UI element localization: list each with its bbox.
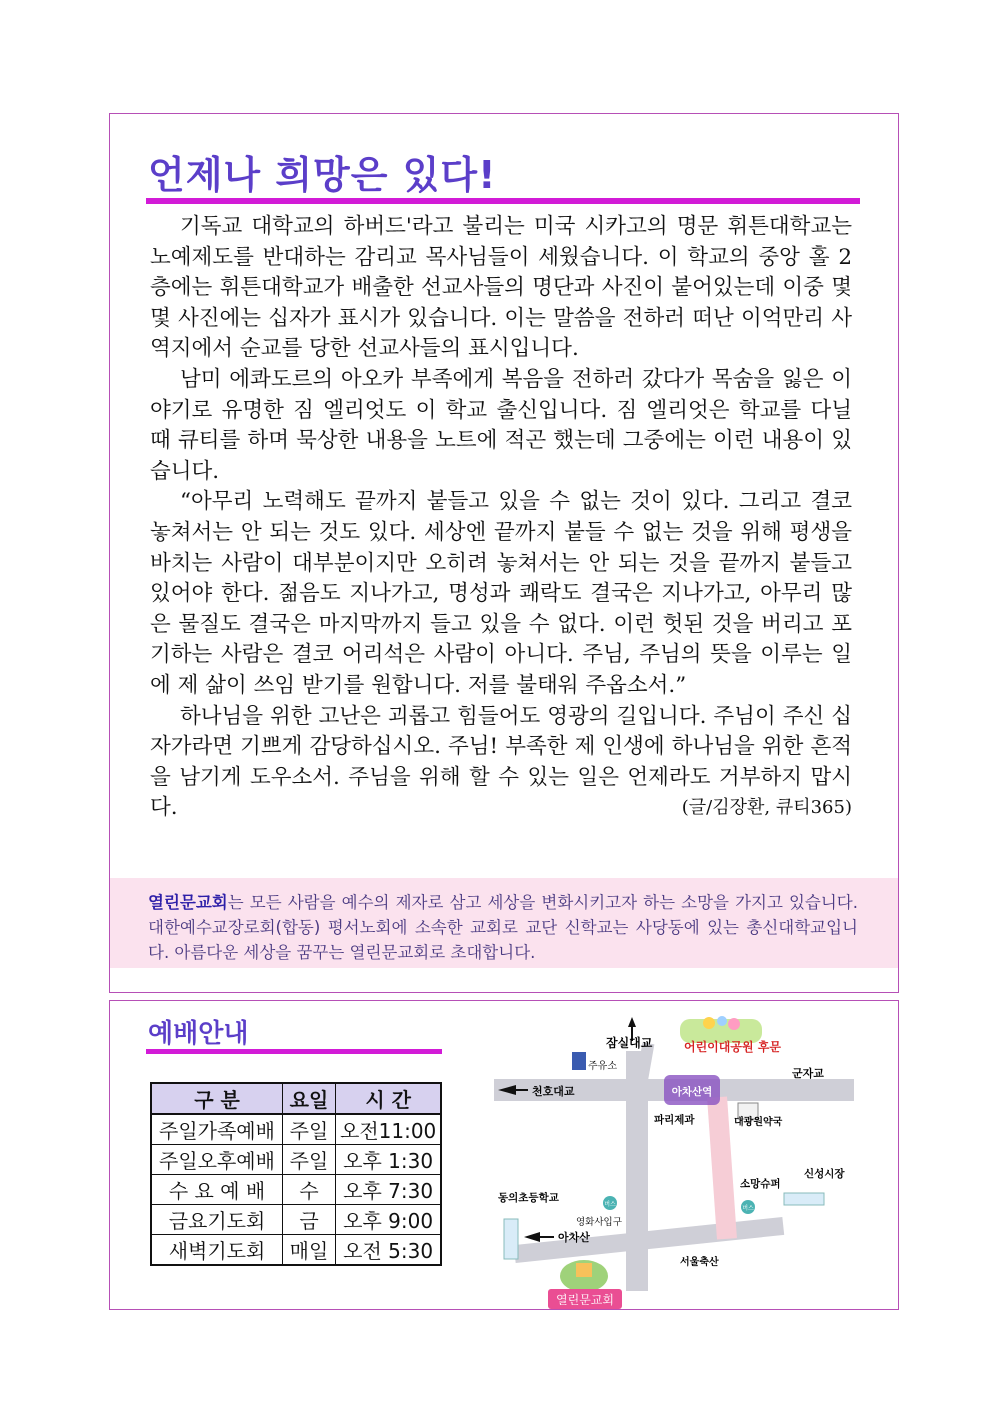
row-time: 오전11:00 (336, 1114, 442, 1145)
row-time: 오후 1:30 (336, 1145, 442, 1175)
school-icon (504, 1219, 518, 1259)
church-intro-text: 는 모든 사람을 예수의 제자로 삼고 세상을 변화시키고자 하는 소망을 가지고 있습니다. 대한예수교장로회(합동) 평서노회에 소속한 교회로 교단 신학교는 사당동에 있는 총신대학교입니다. 아름다운 세상을 꿈꾸는 열린문교회로 초대합니다. (148, 893, 858, 962)
arrow-left-icon (524, 1232, 540, 1242)
header-day: 요일 (283, 1083, 336, 1114)
table-row (151, 1205, 441, 1235)
worship-schedule-table (150, 1082, 442, 1266)
church-location-map (484, 1011, 864, 1311)
map-label-somang: 소망슈퍼 (740, 1178, 781, 1190)
map-label-gas: 주유소 (588, 1061, 617, 1072)
map-label-paris: 파리제과 (654, 1114, 695, 1126)
map-label-pharmacy: 대광원약국 (734, 1117, 783, 1128)
worship-panel (109, 1000, 899, 1310)
article-title: 언제나 희망은 있다! (148, 153, 497, 197)
map-road-lower (514, 1217, 784, 1263)
row-day: 주일 (283, 1145, 336, 1175)
map-label-achasan: 아차산 (558, 1231, 590, 1244)
title-underline (146, 198, 860, 204)
worship-title-underline (146, 1049, 442, 1054)
article-paragraph-2: 남미 에콰도르의 아오카 부족에게 복음을 전하러 갔다가 목숨을 잃은 이야기로 유명한 짐 엘리엇도 이 학교 출신입니다. 짐 엘리엇은 학교를 다닐 때 큐티를 하며 묵상한 내용을 노트에 적곤 했는데 그중에는 이런 내용이 있습니다. (150, 366, 852, 484)
table-row (151, 1145, 441, 1175)
article-paragraph-3: “아무리 노력해도 끝까지 붙들고 있을 수 없는 것이 있다. 그리고 결코 놓쳐서는 안 되는 것도 있다. 세상엔 끝까지 붙들 수 없는 것을 위해 평생을 바치는 사람이 대부분이지만 오히려 놓쳐서는 안 되는 것을 끝까지 붙들고 있어야 한다. 젊음도 지나가고, 명성과 쾌락도 결국은 지나가고, 아무리 많은 물질도 결국은 마지막까지 들고 있을 수 없다. 이런 헛된 것을 버리고 포기하는 사람은 결코 어리석은 사람이 아니다. 주님, 주님의 뜻을 이루는 일에 제 삶이 쓰임 받기를 원합니다. 저를 불태워 주옵소서.” (150, 489, 852, 698)
market-icon (784, 1193, 824, 1205)
gas-station-icon (572, 1052, 586, 1070)
bus-stop-label: 버스 (742, 1205, 754, 1212)
map-label-cheonho: 천호대교 (532, 1085, 575, 1098)
table-row (151, 1114, 441, 1145)
map-label-younghwa: 영화사입구 (576, 1217, 622, 1228)
row-category: 금요기도회 (151, 1205, 283, 1235)
row-time: 오후 9:00 (336, 1205, 442, 1235)
map-label-sinseong: 신성시장 (804, 1168, 845, 1180)
balloon-icon (703, 1017, 715, 1029)
row-category: 새벽기도회 (151, 1235, 283, 1266)
church-building-icon (576, 1263, 592, 1277)
header-time: 시 간 (336, 1083, 442, 1114)
balloon-icon (728, 1018, 740, 1030)
church-intro-box (110, 878, 898, 968)
article-panel (109, 113, 899, 993)
map-label-park: 어린이대공원 후문 (684, 1040, 781, 1054)
row-time: 오전 5:30 (336, 1235, 442, 1266)
map-label-jamsil: 잠실대교 (606, 1036, 653, 1050)
row-category: 수 요 예 배 (151, 1175, 283, 1205)
header-category: 구 분 (151, 1083, 283, 1114)
row-category: 주일오후예배 (151, 1145, 283, 1175)
row-day: 주일 (283, 1114, 336, 1145)
table-row (151, 1235, 441, 1266)
bus-stop-label: 버스 (604, 1201, 616, 1208)
row-day: 매일 (283, 1235, 336, 1266)
row-day: 금 (283, 1205, 336, 1235)
article-body (150, 212, 852, 824)
article-paragraph-4: 하나님을 위한 고난은 괴롭고 힘들어도 영광의 길입니다. 주님이 주신 십자가라면 기쁘게 감당하십시오. 주님! 부족한 제 인생에 하나님을 위한 흔적을 남기게 도우소서. 주님을 위해 할 수 있는 일은 언제라도 거부하지 맙시다. (150, 703, 852, 821)
map-label-church: 열린문교회 (556, 1293, 614, 1307)
church-name: 열린문교회 (148, 893, 228, 912)
map-label-dongui: 동의초등학교 (498, 1192, 559, 1204)
worship-title: 예배안내 (148, 1019, 249, 1049)
map-label-gunja: 군자교 (792, 1067, 824, 1080)
map-route-to-church (707, 1096, 737, 1239)
map-label-seoul-meat: 서울축산 (680, 1257, 719, 1268)
table-header-row (151, 1083, 441, 1114)
table-row (151, 1175, 441, 1205)
row-time: 오후 7:30 (336, 1175, 442, 1205)
balloon-icon (717, 1016, 727, 1026)
map-road-vertical (626, 1051, 648, 1291)
article-paragraph-1: 기독교 대학교의 하버드'라고 불리는 미국 시카고의 명문 휘튼대학교는 노예제도를 반대하는 감리교 목사님들이 세웠습니다. 이 학교의 중앙 홀 2층에는 휘튼대학교가 배출한 선교사들의 명단과 사진이 붙어있는데 이중 몇몇 사진에는 십자가 표시가 있습니다. 이는 말씀을 전하러 떠난 이억만리 사역지에서 순교를 당한 선교사들의 표시입니다. (150, 214, 852, 362)
row-day: 수 (283, 1175, 336, 1205)
article-source: (글/김장환, 큐티365) (681, 797, 852, 819)
row-category: 주일가족예배 (151, 1114, 283, 1145)
map-label-station: 아차산역 (671, 1086, 713, 1098)
